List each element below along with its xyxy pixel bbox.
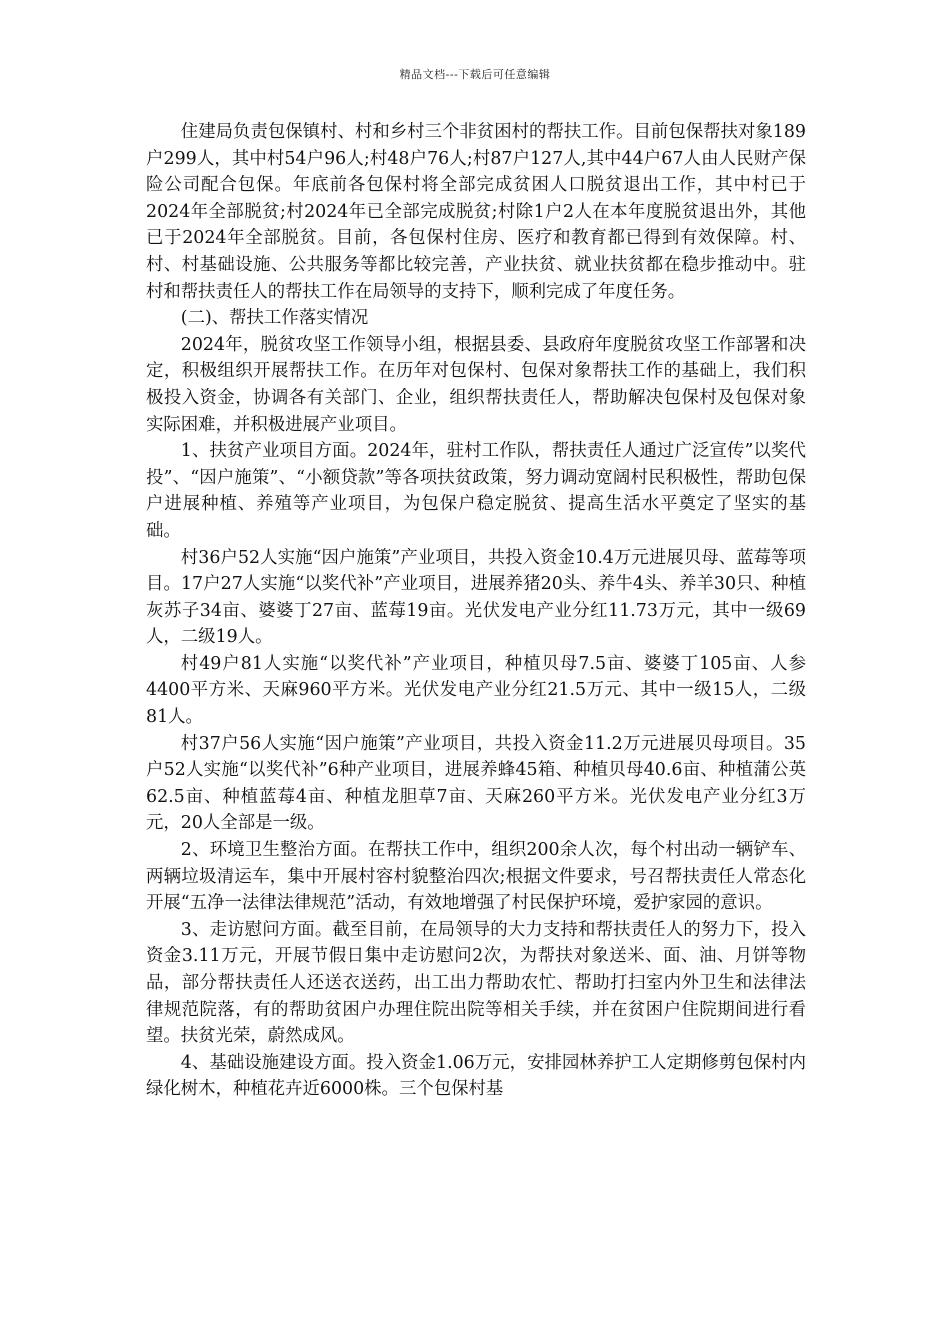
paragraph: 村37户56人实施“因户施策”产业项目，共投入资金11.2万元进展贝母项目。35户52人实施“以奖代补”6种产业项目，进展养蜂45箱、种植贝母40.6亩、种植蒲公英62.5亩、种植蓝莓4亩、种植龙胆草7亩、天麻260平方米。光伏发电产业分红3万元，20人全部是一级。 (146, 733, 807, 834)
paragraph: 4、基础设施建设方面。投入资金1.06万元，安排园林养护工人定期修剪包保村内绿化树木，种植花卉近6000株。三个包保村基 (146, 1052, 806, 1100)
paragraph: 村36户52人实施“因户施策”产业项目，共投入资金10.4万元进展贝母、蓝莓等项目。17户27人实施“以奖代补”产业项目，进展养猪20头、养牛4头、养羊30只、种植灰苏子34亩、婆婆丁27亩、蓝莓19亩。光伏发电产业分红11.73万元，其中一级69人，二级19人。 (146, 547, 806, 648)
paragraph: 1、扶贫产业项目方面。2024年，驻村工作队，帮扶责任人通过广泛宣传”以奖代投”、“因户施策”、“小额贷款”等各项扶贫政策，努力调动宽阔村民积极性，帮助包保户进展种植、养殖等产业项目，为包保户稳定脱贫、提高生活水平奠定了坚实的基础。 (146, 441, 806, 541)
section-heading: (二)、帮扶工作落实情况 (180, 308, 369, 329)
page-header-note: 精品文档---下载后可任意编辑 (399, 68, 551, 81)
paragraph: 3、走访慰问方面。截至目前，在局领导的大力支持和帮扶责任人的努力下，投入资金3.11万元，开展节假日集中走访慰问2次，为帮扶对象送米、面、油、月饼等物品，部分帮扶责任人还送衣送药，出工出力帮助农忙、帮助打扫室内外卫生和法律法律规范院落，有的帮助贫困户办理住院出院等相关手续，并在贫困户住院期间进行看望。扶贫光荣，蔚然成风。 (146, 919, 806, 1047)
paragraph: 2、环境卫生整治方面。在帮扶工作中，组织200余人次，每个村出动一辆铲车、两辆垃圾清运车，集中开展村容村貌整治四次;根据文件要求，号召帮扶责任人常态化开展“五净一法律法律规范”活动，有效地增强了村民保护环境，爱护家园的意识。 (146, 840, 806, 914)
paragraph: 村49户81人实施“以奖代补”产业项目，种植贝母7.5亩、婆婆丁105亩、人参4400平方米、天麻960平方米。光伏发电产业分红21.5万元、其中一级15人，二级81人。 (146, 653, 806, 728)
document-body (146, 119, 806, 1103)
paragraph: 住建局负责包保镇村、村和乡村三个非贫困村的帮扶工作。目前包保帮扶对象189户299人，其中村54户96人;村48户76人;村87户127人,其中44户67人由人民财产保险公司配合包保。年底前各包保村将全部完成贫困人口脱贫退出工作，其中村已于2024年全部脱贫;村2024年已全部完成脱贫;村除1户2人在本年度脱贫退出外，其他已于2024年全部脱贫。目前，各包保村住房、医疗和教育都已得到有效保障。村、村、村基础设施、公共服务等都比较完善，产业扶贫、就业扶贫都在稳步推动中。驻村和帮扶责任人的帮扶工作在局领导的支持下，顺利完成了年度任务。 (146, 122, 806, 302)
paragraph: 2024年，脱贫攻坚工作领导小组，根据县委、县政府年度脱贫攻坚工作部署和决定，积极组织开展帮扶工作。在历年对包保村、包保对象帮扶工作的基础上，我们积极投入资金，协调各有关部门、企业，组织帮扶责任人，帮助解决包保村及包保对象实际困难，并积极进展产业项目。 (146, 334, 806, 435)
